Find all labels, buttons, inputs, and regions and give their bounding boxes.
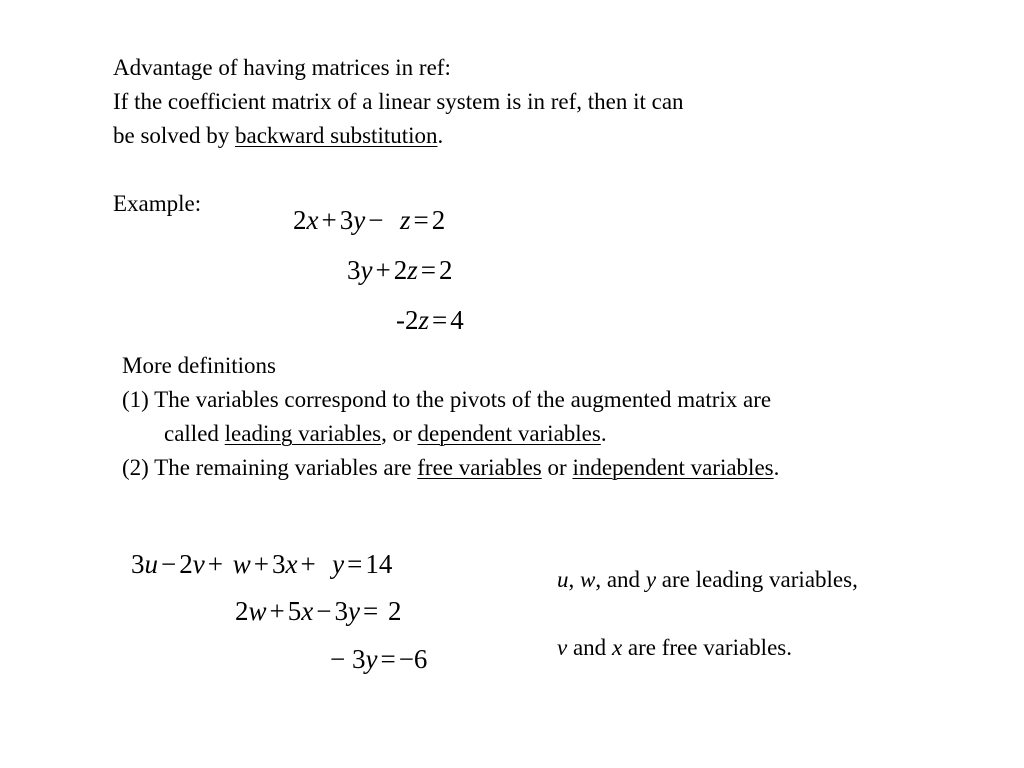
operator: + bbox=[321, 205, 337, 235]
operator: − bbox=[161, 549, 177, 579]
operator: − bbox=[316, 596, 332, 626]
text: , and bbox=[595, 567, 646, 592]
var-y: y bbox=[365, 644, 378, 674]
text: are free variables. bbox=[622, 635, 792, 660]
var-y: y bbox=[347, 596, 360, 626]
system2-equation-3 bbox=[330, 644, 427, 674]
intro-sentence-cont: be solved by bbox=[113, 123, 236, 148]
intro-line-1 bbox=[113, 54, 451, 82]
intro-line-3 bbox=[113, 122, 443, 150]
equals: = bbox=[362, 596, 379, 626]
example-label-text: Example: bbox=[113, 191, 202, 216]
system2-equation-1 bbox=[131, 549, 392, 579]
definition-1-text: (1) The variables correspond to the pivots of the augmented matrix are bbox=[122, 387, 772, 412]
equals: = bbox=[420, 255, 436, 285]
var-x: x bbox=[306, 205, 319, 235]
text: (2) The remaining variables are bbox=[122, 455, 418, 480]
coef: 3 bbox=[347, 255, 361, 285]
coef: 2 bbox=[235, 596, 249, 626]
coef: 3 bbox=[334, 596, 348, 626]
coef: 3 bbox=[131, 549, 145, 579]
operator: + bbox=[300, 549, 316, 579]
period: . bbox=[773, 455, 780, 480]
example-equation-2 bbox=[347, 255, 452, 285]
text: are leading variables, bbox=[656, 567, 858, 592]
var-z: z bbox=[418, 305, 430, 335]
coef: 3 bbox=[351, 644, 366, 674]
coef: -2 bbox=[396, 305, 419, 335]
text: , bbox=[568, 567, 580, 592]
text: called bbox=[164, 421, 225, 446]
coef: 3 bbox=[339, 205, 354, 235]
operator: + bbox=[253, 549, 269, 579]
var-y: y bbox=[332, 549, 345, 579]
period: . bbox=[437, 123, 444, 148]
var-z: z bbox=[399, 205, 411, 235]
example-equation-3 bbox=[396, 305, 464, 335]
var-w: w bbox=[580, 567, 596, 592]
definitions-heading bbox=[122, 352, 276, 380]
coef: 2 bbox=[293, 205, 307, 235]
term-backward-substitution: backward substitution bbox=[235, 123, 438, 148]
note-leading-variables bbox=[557, 566, 858, 594]
example-label bbox=[113, 190, 201, 218]
intro-line-2 bbox=[113, 88, 684, 116]
intro-heading: Advantage of having matrices in ref: bbox=[113, 55, 451, 80]
rhs: 2 bbox=[387, 596, 402, 626]
operator: + bbox=[207, 549, 223, 579]
var-w: w bbox=[232, 549, 251, 579]
operator: + bbox=[375, 255, 391, 285]
coef: 3 bbox=[271, 549, 286, 579]
var-y: y bbox=[360, 255, 373, 285]
text: or bbox=[541, 455, 573, 480]
coef: 2 bbox=[393, 255, 408, 285]
system2-equation-2 bbox=[235, 596, 401, 626]
var-v: v bbox=[192, 549, 205, 579]
definitions-heading-text: More definitions bbox=[122, 353, 276, 378]
period: . bbox=[600, 421, 607, 446]
term-independent-variables: independent variables bbox=[572, 455, 774, 480]
operator: − bbox=[330, 644, 346, 674]
rhs: −6 bbox=[398, 644, 428, 674]
rhs: 14 bbox=[365, 549, 393, 579]
example-equation-1 bbox=[293, 205, 445, 235]
intro-sentence: If the coefficient matrix of a linear system is in ref, then it can bbox=[113, 89, 684, 114]
coef: 5 bbox=[287, 596, 302, 626]
var-y: y bbox=[645, 567, 657, 592]
term-dependent-variables: dependent variables bbox=[417, 421, 601, 446]
rhs: 2 bbox=[438, 255, 453, 285]
term-free-variables: free variables bbox=[417, 455, 542, 480]
coef: 2 bbox=[179, 549, 193, 579]
definition-2 bbox=[122, 454, 779, 482]
definition-1-cont bbox=[164, 420, 607, 448]
definition-1 bbox=[122, 386, 771, 414]
var-v: v bbox=[557, 635, 568, 660]
text: , or bbox=[381, 421, 418, 446]
text: and bbox=[567, 635, 612, 660]
operator: + bbox=[269, 596, 285, 626]
equals: = bbox=[432, 305, 448, 335]
var-y: y bbox=[353, 205, 366, 235]
var-u: u bbox=[144, 549, 158, 579]
rhs: 4 bbox=[450, 305, 464, 335]
equals: = bbox=[380, 644, 396, 674]
equals: = bbox=[413, 205, 429, 235]
var-x: x bbox=[611, 635, 623, 660]
var-u: u bbox=[557, 567, 569, 592]
equals: = bbox=[347, 549, 363, 579]
note-free-variables bbox=[557, 634, 792, 662]
var-z: z bbox=[407, 255, 418, 285]
term-leading-variables: leading variables bbox=[224, 421, 382, 446]
var-x: x bbox=[285, 549, 298, 579]
var-w: w bbox=[248, 596, 267, 626]
var-x: x bbox=[301, 596, 314, 626]
operator: − bbox=[368, 205, 384, 235]
rhs: 2 bbox=[431, 205, 446, 235]
